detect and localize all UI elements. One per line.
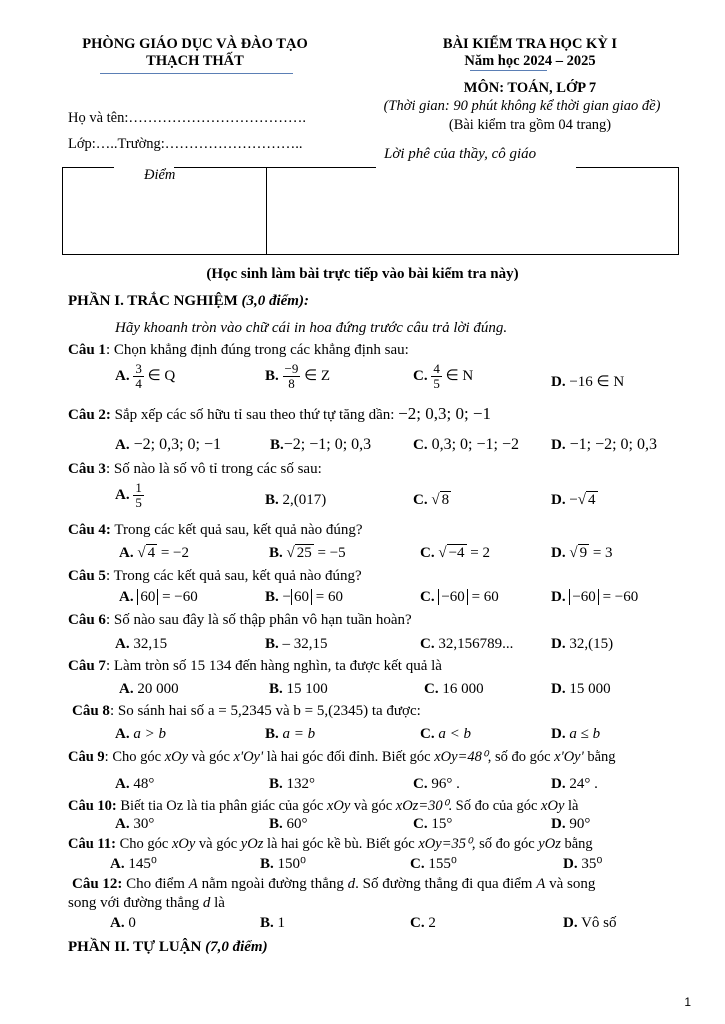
q5-option-a[interactable]: A. 60 = −60 [119,589,198,605]
q12-option-c[interactable]: C. 2 [410,915,436,931]
question-11: Câu 11: Cho góc xOy và góc yOz là hai góc kề bù. Biết góc xOy=35⁰, số đo góc yOz bằng [68,836,593,852]
part1-heading [68,293,309,310]
pages-line: (Bài kiểm tra gồm 04 trang) [448,117,612,133]
question-8: Câu 8: So sánh hai số a = 5,2345 và b = 5,(2345) ta được: [72,703,421,719]
q7-option-d[interactable]: D. 15 000 [551,681,611,697]
q9-option-c[interactable]: C. 96° . [413,776,460,792]
question-3: Câu 3: Số nào là số vô tỉ trong các số sau: [68,461,322,477]
q3-option-d[interactable]: D. −√ 4 [551,492,596,508]
header-underline [100,73,293,74]
q1-option-d[interactable]: D. −16 ∈ N [551,374,625,390]
q1-option-b[interactable]: B. $\frac{-9}{8}$ ∈ Z [265,361,331,391]
q6-option-b[interactable]: B. – 32,15 [265,636,328,652]
part2-points: (7,0 điểm) [205,939,268,955]
q4-option-b[interactable]: B. √ 25 = −5 [269,545,346,561]
question-12-line2: song với đường thẳng d là [68,895,225,911]
part2-title: PHẦN II. TỰ LUẬN [68,939,202,955]
instruction-line: (Học sinh làm bài trực tiếp vào bài kiểm tra này) [206,266,519,282]
q7-option-b[interactable]: B. 15 100 [269,681,328,697]
question-2: Câu 2: Sắp xếp các số hữu tỉ sau theo thứ tự tăng dần: −2; 0,3; 0; −1 [68,404,492,423]
class-field-label: Lớp:…..Trường:……………………….. [68,136,303,152]
comment-label: Lời phê của thầy, cô giáo [384,146,537,162]
exam-header [380,36,680,70]
q7-option-a[interactable]: A. 20 000 [119,681,179,697]
q2-option-c[interactable]: C. 0,3; 0; −1; −2 [413,436,519,453]
department-name: PHÒNG GIÁO DỤC VÀ ĐÀO TẠO [82,36,308,52]
q12-option-b[interactable]: B. 1 [260,915,286,931]
q2-option-a[interactable]: A. −2; 0,3; 0; −1 [115,436,221,453]
question-7: Câu 7: Làm tròn số 15 134 đến hàng nghìn, ta được kết quả là [68,658,442,674]
q12-option-a[interactable]: A. 0 [110,915,136,931]
q4-option-c[interactable]: C. √ −4 = 2 [420,545,491,561]
question-label: Câu 1 [68,342,106,358]
q2-option-b[interactable]: B.−2; −1; 0; 0,3 [270,436,372,453]
school-year: Năm học 2024 – 2025 [464,53,596,69]
district-name: THẠCH THẤT [146,53,244,69]
q3-option-b[interactable]: B. 2,(017) [265,492,327,508]
q10-option-b[interactable]: B. 60° [269,816,308,832]
q8-option-b[interactable]: B. a = b [265,726,316,742]
q6-option-d[interactable]: D. 32,(15) [551,636,614,652]
q5-option-b[interactable]: B. − 60 = 60 [265,589,343,605]
question-text: : Chọn khẳng định đúng trong các khẳng định sau: [105,342,409,358]
part1-title: PHẦN I. TRẮC NGHIỆM [68,293,238,309]
q9-option-a[interactable]: A. 48° [115,776,155,792]
q10-option-d[interactable]: D. 90° [551,816,591,832]
q8-option-d[interactable]: D. a ≤ b [551,726,601,742]
q10-option-a[interactable]: A. 30° [115,816,155,832]
q2-option-d[interactable]: D. −1; −2; 0; 0,3 [551,436,657,453]
q5-option-d[interactable]: D. −60 = −60 [551,589,639,605]
exam-title: BÀI KIỂM TRA HỌC KỲ I [442,36,618,52]
q4-option-d[interactable]: D. √ 9 = 3 [551,545,613,561]
q10-option-c[interactable]: C. 15° [413,816,453,832]
question-5: Câu 5: Trong các kết quả sau, kết quả nào đúng? [68,568,362,584]
question-6: Câu 6: Số nào sau đây là số thập phân vô hạn tuần hoàn? [68,612,412,628]
score-box-divider [266,167,267,255]
year-underline [470,70,547,71]
question-1 [68,342,409,359]
q11-option-c[interactable]: C. 155⁰ [410,856,457,872]
name-field-label: Họ và tên:………………………………. [68,110,307,126]
q4-option-a[interactable]: A. √ 4 = −2 [119,545,189,561]
q9-option-b[interactable]: B. 132° [269,776,316,792]
page-number: 1 [684,995,691,1009]
time-line: (Thời gian: 90 phút không kể thời gian giao đề) [383,98,661,114]
q6-option-a[interactable]: A. 32,15 [115,636,168,652]
q3-option-c[interactable]: C. √ 8 [413,492,450,508]
question-10: Câu 10: Biết tia Oz là tia phân giác của góc xOy và góc xOz=30⁰. Số đo của góc xOy là [68,798,579,814]
q6-option-c[interactable]: C. 32,156789... [420,636,514,652]
q9-option-d[interactable]: D. 24° . [551,776,598,792]
q3-option-a[interactable]: A. $\frac{1}{5}$ [115,480,142,510]
q11-option-a[interactable]: A. 145⁰ [110,856,157,872]
part2-heading [68,939,268,956]
q1-option-a[interactable]: A. $\frac{3}{4}$ ∈ Q [115,361,176,391]
score-label: Điểm [144,167,176,183]
q5-option-c[interactable]: C. −60 = 60 [420,589,499,605]
subject-line: MÔN: TOÁN, LỚP 7 [463,80,597,96]
q12-option-d[interactable]: D. Vô số [563,915,617,931]
q8-option-c[interactable]: C. a < b [420,726,471,742]
part1-points: (3,0 điểm): [241,293,309,309]
q7-option-c[interactable]: C. 16 000 [424,681,484,697]
q11-option-b[interactable]: B. 150⁰ [260,856,307,872]
question-12: Câu 12: Cho điểm A nằm ngoài đường thẳng d. Số đường thẳng đi qua điểm A và song [72,876,596,892]
q8-option-a[interactable]: A. a > b [115,726,166,742]
q11-option-d[interactable]: D. 35⁰ [563,856,603,872]
question-4: Câu 4: Trong các kết quả sau, kết quả nào đúng? [68,522,363,538]
question-9: Câu 9: Cho góc xOy và góc x'Oy' là hai góc đối đỉnh. Biết góc xOy=48⁰, số đo góc x'Oy' bằng [68,749,616,765]
part1-note: Hãy khoanh tròn vào chữ cái in hoa đứng trước câu trả lời đúng. [115,320,508,336]
q1-option-c[interactable]: C. $\frac{4}{5}$ ∈ N [413,361,474,391]
school-header [60,36,330,70]
